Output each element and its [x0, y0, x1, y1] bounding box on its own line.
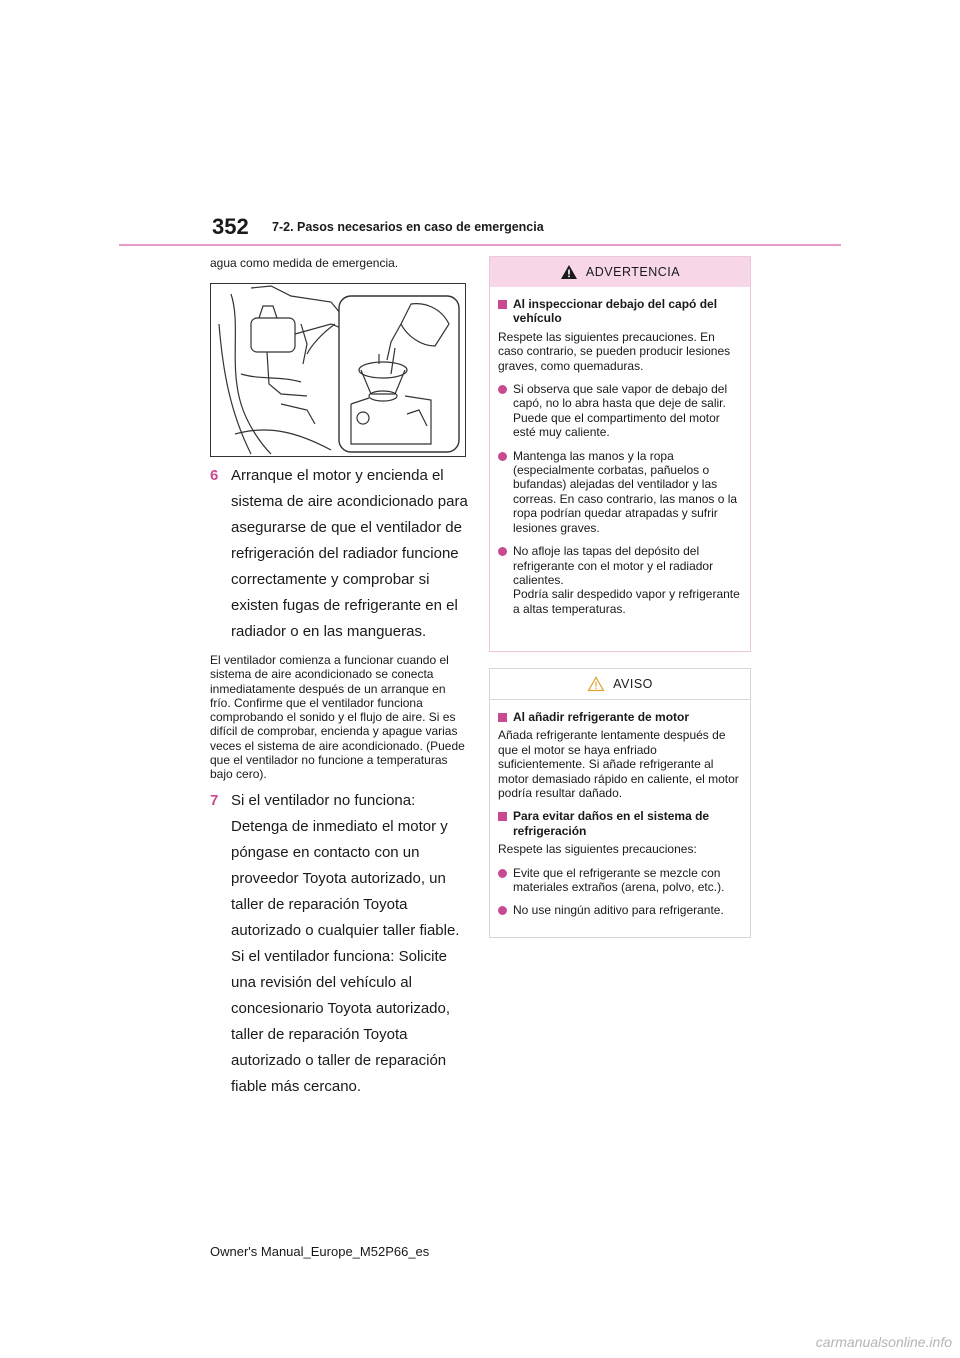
- warning-subhead: Al inspeccionar debajo del capó del vehículo: [498, 297, 742, 326]
- step-6-number: 6: [210, 467, 219, 484]
- fan-note: El ventilador comienza a funcionar cuando el sistema de aire acondicionado se conecta inmediatamente después de un arranque en frío. Confirme que el ventilador funciona comprobando el sonido y el flujo de aire. Si es difícil de comprobar, encienda y apague varias veces el sistema de aire acondicionado. (Puede que el ventilador no funcione a temperaturas bajo cero).: [210, 653, 465, 782]
- notice-header: [490, 669, 750, 700]
- notice-subhead-2: Para evitar daños en el sistema de refrigeración: [498, 809, 742, 838]
- coolant-refill-illustration: [210, 283, 466, 457]
- step-7-fan-off: Si el ventilador no funciona: Detenga de inmediato el motor y póngase en contacto con un proveedor Toyota autorizado, un taller de reparación Toyota autorizado o cualquier taller fiable.: [231, 791, 460, 939]
- notice-subhead-1: Al añadir refrigerante de motor: [498, 710, 742, 724]
- notice-title: AVISO: [613, 677, 653, 691]
- warning-body: [490, 287, 750, 633]
- notice-body: [490, 700, 750, 935]
- round-bullet-icon: [498, 452, 507, 461]
- warning-header: [490, 257, 750, 287]
- engine-bay-drawing: [211, 284, 465, 456]
- square-bullet-icon: [498, 713, 507, 722]
- step-7-fan-on: Si el ventilador funciona: Solicite una revisión del vehículo al concesionario Toyota autorizado, taller de reparación Toyota autorizado o taller de reparación fiable más cercano.: [231, 947, 451, 1095]
- intro-text: agua como medida de emergencia.: [210, 256, 399, 270]
- notice-bullet: Evite que el refrigerante se mezcle con materiales extraños (arena, polvo, etc.).: [498, 866, 742, 895]
- warning-bullet: Si observa que sale vapor de debajo del capó, no lo abra hasta que deje de salir. Puede que el compartimento del motor esté muy caliente.: [498, 382, 742, 440]
- round-bullet-icon: [498, 906, 507, 915]
- warning-triangle-icon: [560, 264, 578, 280]
- header-rule: [119, 244, 841, 246]
- notice-para-2: Respete las siguientes precauciones:: [498, 842, 697, 857]
- warning-intro: Respete las siguientes precauciones. En caso contrario, se pueden producir lesiones graves, como quemaduras.: [498, 329, 731, 373]
- warning-bullet: No afloje las tapas del depósito del refrigerante con el motor y el radiador calientes. Podría salir despedido vapor y refrigerante a altas temperaturas.: [498, 544, 742, 616]
- caution-outline-icon: [587, 676, 605, 692]
- notice-bullet: No use ningún aditivo para refrigerante.: [498, 903, 742, 917]
- round-bullet-icon: [498, 547, 507, 556]
- step-7-number: 7: [210, 791, 219, 809]
- round-bullet-icon: [498, 869, 507, 878]
- page-number: 352: [212, 214, 249, 239]
- step-6-text: Arranque el motor y encienda el sistema de aire acondicionado para asegurarse de que el ventilador de refrigeración del radiador funcione correctamente y comprobar si existen fugas de refrigerante en el radiador o en las mangueras.: [231, 467, 468, 640]
- warning-bullet: Mantenga las manos y la ropa (especialmente corbatas, pañuelos o bufandas) alejadas del ventilador y las correas. En caso contrario, las manos o la ropa podrían quedar atrapadas y sufrir lesiones graves.: [498, 449, 742, 535]
- warning-title: ADVERTENCIA: [585, 265, 681, 279]
- step-7-body: [231, 788, 468, 1100]
- round-bullet-icon: [498, 385, 507, 394]
- square-bullet-icon: [498, 812, 507, 821]
- step-6: [210, 463, 468, 645]
- notice-para-1: Añada refrigerante lentamente después de que el motor se haya enfriado suficientemente. Si añade refrigerante al motor demasiado rápido en caliente, el motor podría resultar dañado.: [498, 728, 739, 801]
- watermark: carmanualsonline.info: [815, 1334, 952, 1350]
- notice-box: [489, 668, 751, 938]
- left-column: [210, 256, 468, 1100]
- step-7: [210, 788, 468, 1100]
- section-title: 7-2. Pasos necesarios en caso de emergencia: [272, 220, 544, 234]
- square-bullet-icon: [498, 300, 507, 309]
- warning-box: [489, 256, 751, 652]
- footer-manual-id: Owner's Manual_Europe_M52P66_es: [210, 1244, 430, 1259]
